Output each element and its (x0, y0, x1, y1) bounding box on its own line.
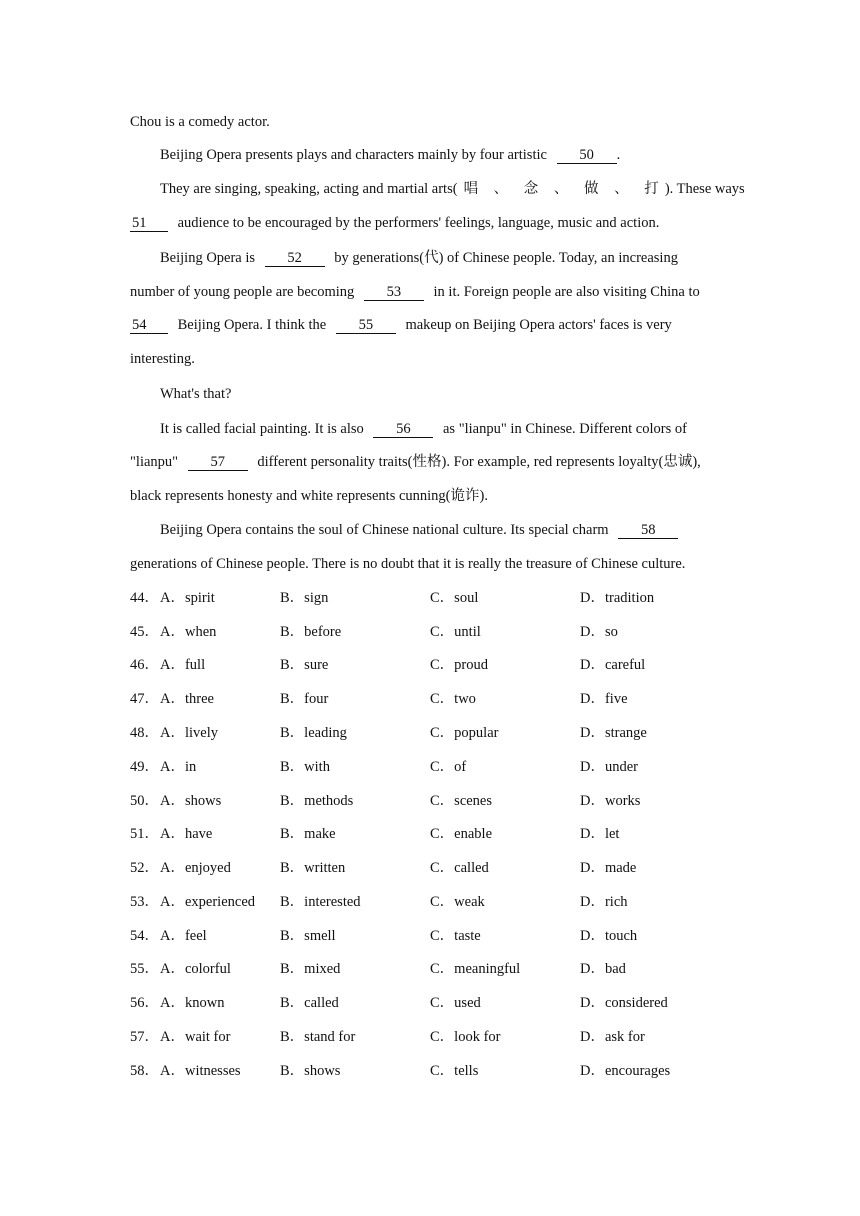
option-b: B．methods (280, 793, 354, 809)
question-number: 49． (130, 759, 159, 775)
passage-line (160, 179, 745, 199)
option-b: B．before (280, 624, 342, 640)
option-c: C．used (430, 995, 481, 1011)
option-a: A．experienced (160, 894, 256, 910)
option-a: A．known (160, 995, 225, 1011)
question-47 (130, 689, 730, 709)
question-number: 54． (130, 928, 159, 944)
question-number: 53． (130, 894, 159, 910)
option-b: B．with (280, 759, 330, 775)
question-44 (130, 588, 730, 608)
blank-57: 57 (188, 454, 248, 471)
passage-text: What's that? (160, 386, 232, 402)
question-number: 55． (130, 961, 159, 977)
passage-text: number of young people are becoming (130, 284, 355, 300)
option-c: C．proud (430, 657, 488, 673)
passage-line (160, 384, 231, 404)
passage-line (160, 419, 687, 439)
passage-text: "lianpu" (130, 454, 179, 470)
question-57 (130, 1027, 730, 1047)
option-a: A．shows (160, 793, 222, 809)
option-c: C．scenes (430, 793, 493, 809)
blank-51: 51 (130, 215, 168, 232)
option-a: A．spirit (160, 590, 215, 606)
question-58 (130, 1061, 730, 1081)
question-48 (130, 723, 730, 743)
question-46 (130, 655, 730, 675)
option-b: B．four (280, 691, 329, 707)
blank-52: 52 (265, 250, 325, 267)
question-number: 58． (130, 1063, 159, 1079)
passage-text: They are singing, speaking, acting and martial arts( (160, 181, 458, 197)
blank-55: 55 (336, 317, 396, 334)
option-a: A．wait for (160, 1029, 231, 1045)
question-number: 45． (130, 624, 159, 640)
option-c: C．called (430, 860, 489, 876)
option-d: D．touch (580, 928, 638, 944)
passage-text: black represents honesty and white represents cunning(诡诈). (130, 488, 488, 504)
passage-text: interesting. (130, 351, 195, 367)
option-d: D．let (580, 826, 620, 842)
passage-text: . (616, 147, 621, 163)
blank-56: 56 (373, 421, 433, 438)
option-a: A．feel (160, 928, 207, 944)
question-52 (130, 858, 730, 878)
option-b: B．smell (280, 928, 336, 944)
chinese-characters: 唱 、 念 、 做 、 打 (463, 181, 665, 197)
option-d: D．tradition (580, 590, 655, 606)
passage-line (160, 248, 678, 268)
passage-text: Beijing Opera. I think the (177, 317, 327, 333)
option-b: B．shows (280, 1063, 341, 1079)
question-number: 44． (130, 590, 159, 606)
option-b: B．make (280, 826, 336, 842)
option-d: D．ask for (580, 1029, 645, 1045)
question-number: 52． (130, 860, 159, 876)
passage-line (130, 452, 701, 472)
option-c: C．soul (430, 590, 479, 606)
option-a: A．enjoyed (160, 860, 231, 876)
passage-line (130, 486, 488, 506)
option-b: B．written (280, 860, 346, 876)
passage-text: different personality traits(性格). For example, red represents loyalty(忠诚), (257, 454, 701, 470)
blank-53: 53 (364, 284, 424, 301)
option-c: C．enable (430, 826, 493, 842)
question-49 (130, 757, 730, 777)
option-c: C．two (430, 691, 476, 707)
option-d: D．under (580, 759, 638, 775)
passage-text: Beijing Opera presents plays and characters mainly by four artistic (160, 147, 547, 163)
option-d: D．made (580, 860, 637, 876)
option-a: A．have (160, 826, 213, 842)
option-d: D．works (580, 793, 641, 809)
option-b: B．sure (280, 657, 329, 673)
option-d: D．considered (580, 995, 668, 1011)
passage-line (130, 282, 700, 302)
passage-text: Beijing Opera is (160, 250, 256, 266)
blank-58: 58 (618, 522, 678, 539)
passage-line (130, 349, 195, 369)
option-d: D．bad (580, 961, 626, 977)
option-a: A．in (160, 759, 197, 775)
passage-text: audience to be encouraged by the performers' feelings, language, music and action. (177, 215, 660, 231)
passage-text: Beijing Opera contains the soul of Chinese national culture. Its special charm (160, 522, 609, 538)
option-d: D．so (580, 624, 618, 640)
option-c: C．until (430, 624, 481, 640)
passage-text: Chou is a comedy actor. (130, 114, 270, 130)
question-number: 57． (130, 1029, 159, 1045)
passage-line (130, 315, 672, 335)
question-number: 51． (130, 826, 159, 842)
passage-line (160, 145, 620, 165)
passage-text: in it. Foreign people are also visiting China to (433, 284, 700, 300)
option-a: A．lively (160, 725, 218, 741)
option-c: C．of (430, 759, 467, 775)
option-a: A．witnesses (160, 1063, 241, 1079)
option-b: B．interested (280, 894, 361, 910)
passage-text: generations of Chinese people. There is no doubt that it is really the treasure of Chinese culture. (130, 556, 686, 572)
option-b: B．sign (280, 590, 329, 606)
option-d: D．careful (580, 657, 646, 673)
option-c: C．look for (430, 1029, 501, 1045)
option-b: B．leading (280, 725, 347, 741)
blank-50: 50 (557, 147, 617, 164)
passage-line (130, 554, 685, 574)
question-54 (130, 926, 730, 946)
question-53 (130, 892, 730, 912)
question-45 (130, 622, 730, 642)
option-a: A．when (160, 624, 217, 640)
passage-line (130, 112, 270, 132)
question-number: 48． (130, 725, 159, 741)
option-b: B．called (280, 995, 339, 1011)
option-a: A．colorful (160, 961, 231, 977)
option-a: A．full (160, 657, 206, 673)
option-c: C．weak (430, 894, 485, 910)
option-c: C．popular (430, 725, 499, 741)
option-b: B．mixed (280, 961, 341, 977)
blank-54: 54 (130, 317, 168, 334)
option-c: C．taste (430, 928, 481, 944)
option-d: D．strange (580, 725, 647, 741)
option-d: D．five (580, 691, 628, 707)
passage-text: makeup on Beijing Opera actors' faces is very (405, 317, 672, 333)
option-d: D．encourages (580, 1063, 671, 1079)
passage-text: It is called facial painting. It is also (160, 421, 364, 437)
option-d: D．rich (580, 894, 628, 910)
question-51 (130, 824, 730, 844)
question-number: 47． (130, 691, 159, 707)
option-b: B．stand for (280, 1029, 356, 1045)
passage-text: ). These ways (664, 181, 745, 197)
passage-text: by generations(代) of Chinese people. Today, an increasing (334, 250, 678, 266)
passage-text: as "lianpu" in Chinese. Different colors of (443, 421, 687, 437)
question-55 (130, 959, 730, 979)
passage-line (160, 520, 678, 540)
question-50 (130, 791, 730, 811)
question-56 (130, 993, 730, 1013)
passage-line (130, 213, 659, 233)
option-a: A．three (160, 691, 214, 707)
question-number: 50． (130, 793, 159, 809)
question-number: 56． (130, 995, 159, 1011)
option-c: C．tells (430, 1063, 479, 1079)
option-c: C．meaningful (430, 961, 521, 977)
question-number: 46． (130, 657, 159, 673)
